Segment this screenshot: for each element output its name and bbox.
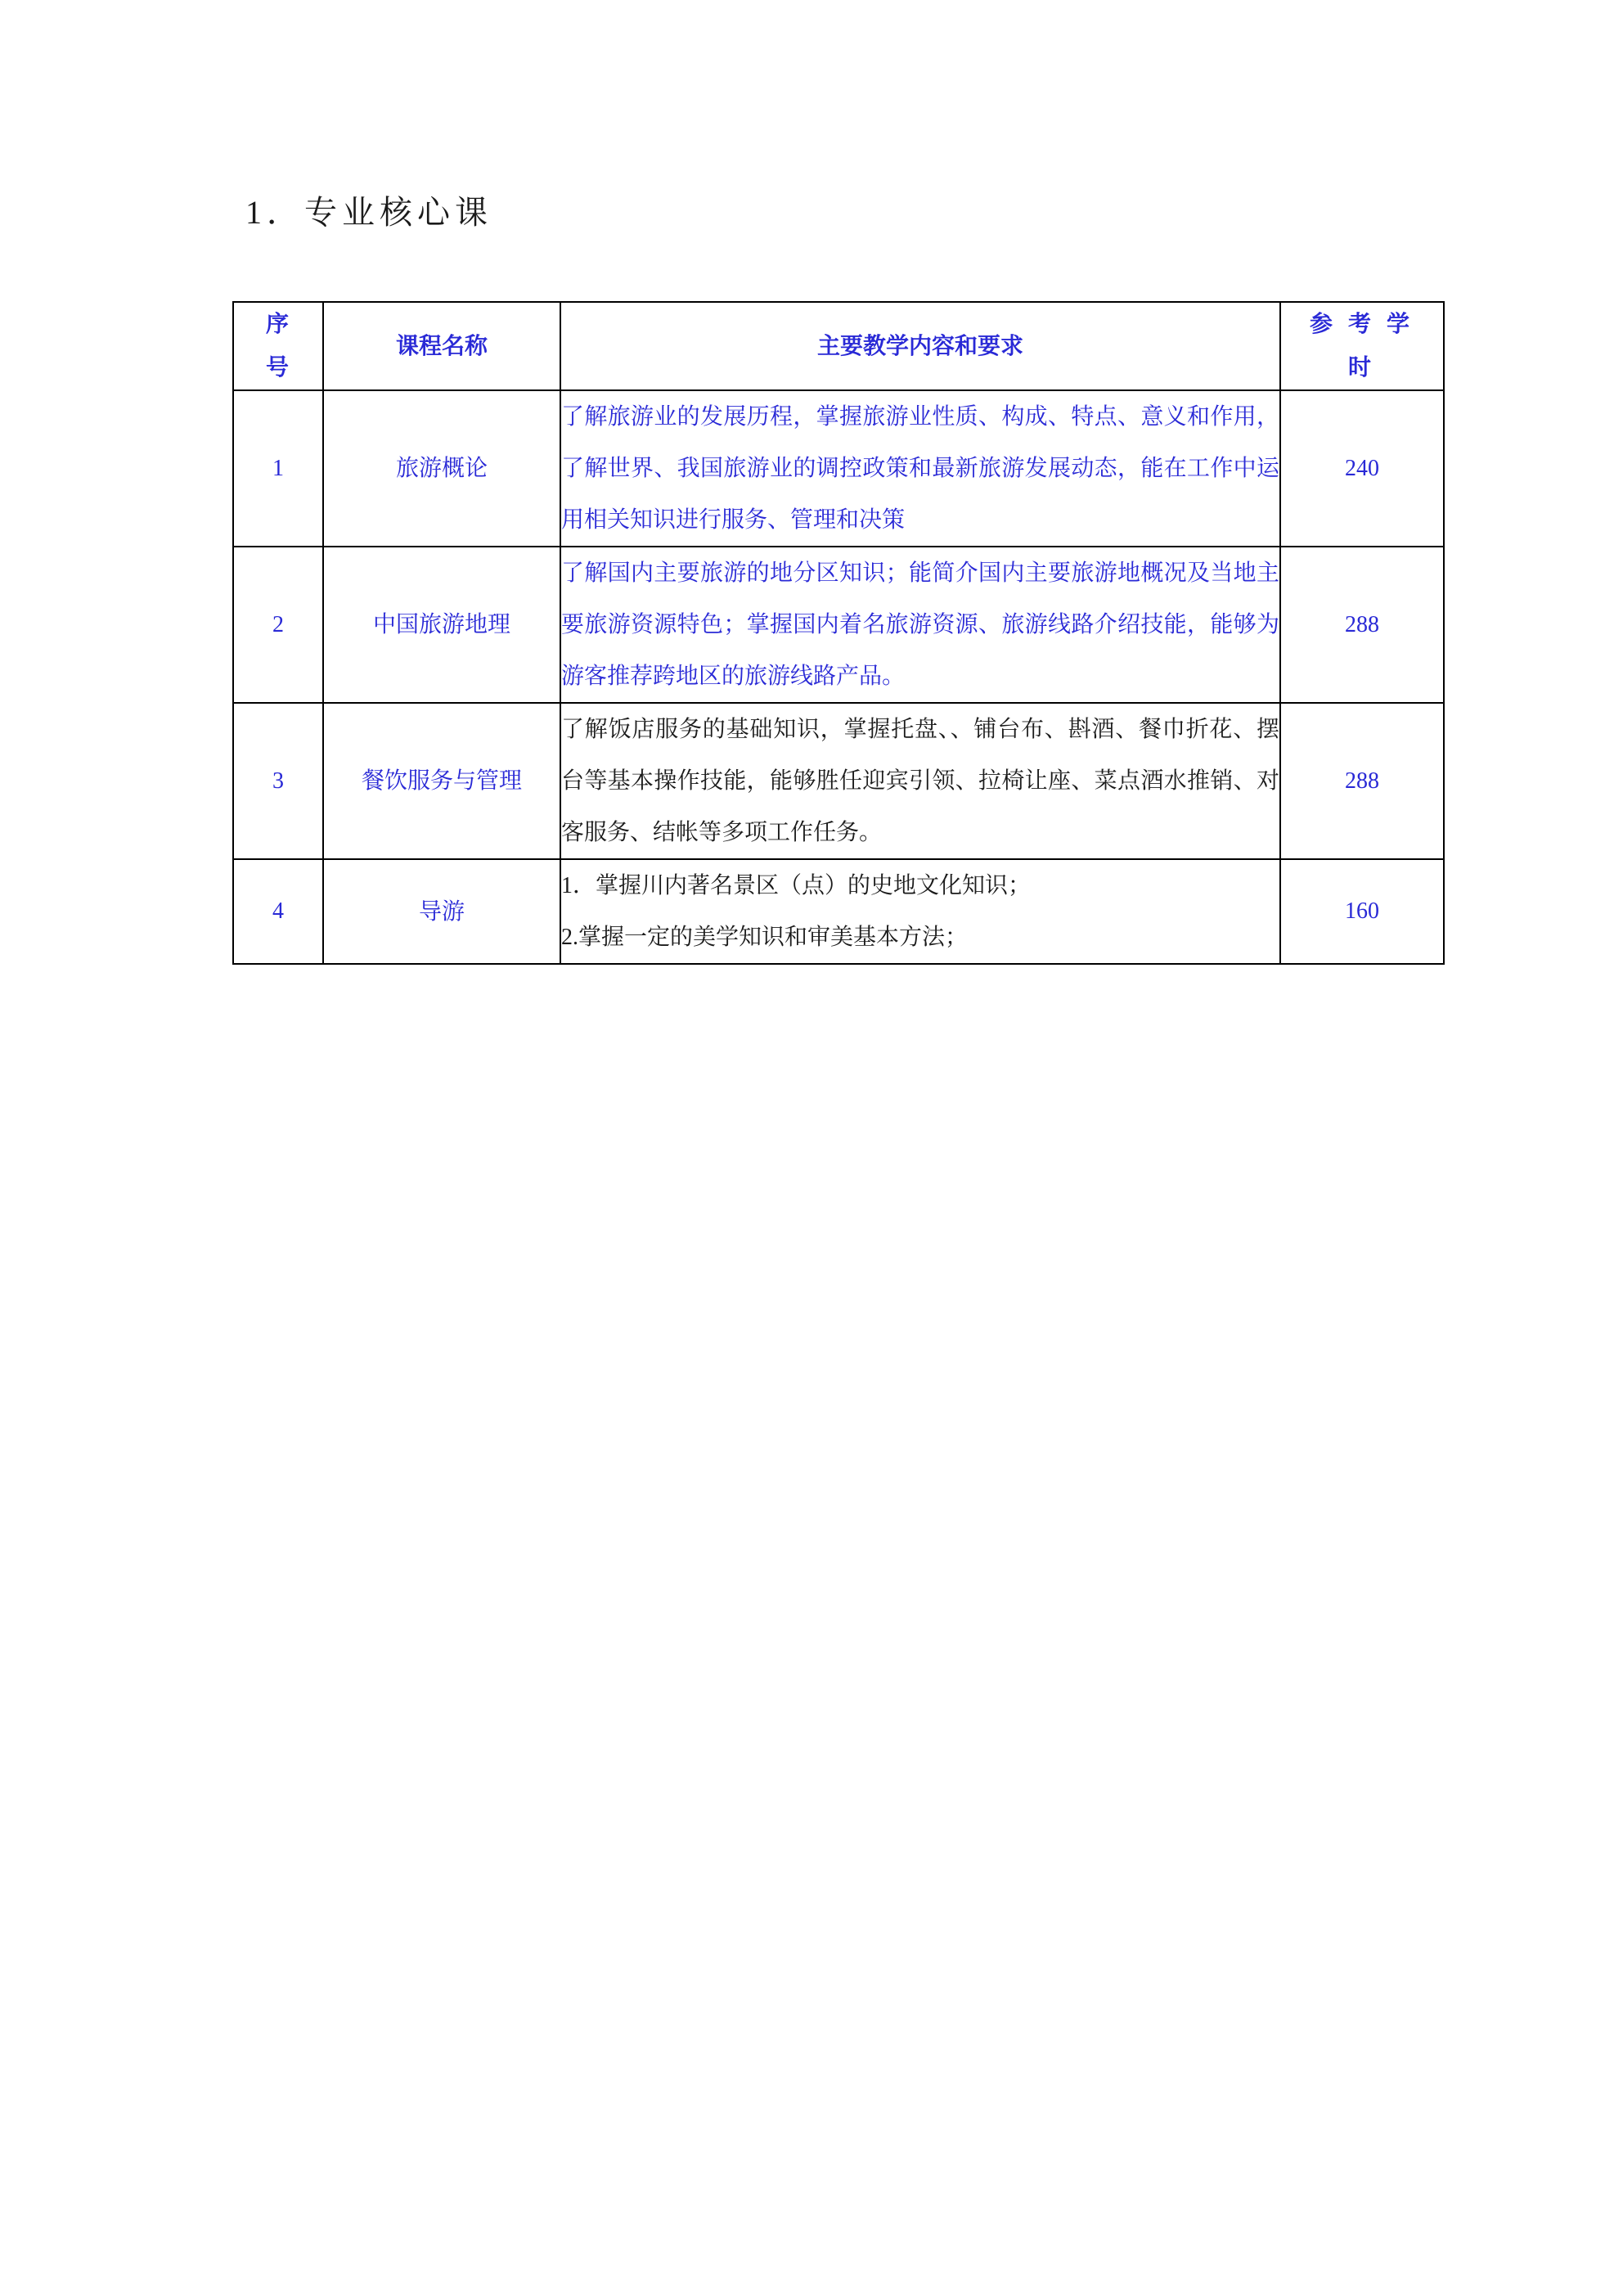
page-title: 1．专业核心课: [245, 194, 492, 231]
course-content-line: 1．掌握川内著名景区（点）的史地文化知识；: [561, 873, 1032, 899]
course-name: 餐饮服务与管理: [323, 703, 560, 859]
header-hours-line1: 参 考 学: [1309, 312, 1414, 337]
header-no-line1: 序: [265, 312, 290, 337]
header-no-line2: 号: [265, 355, 290, 381]
header-cell-name: 课程名称: [323, 302, 560, 390]
table-row: [233, 547, 1444, 703]
course-hours: 160: [1280, 859, 1444, 964]
table-header-row: [233, 302, 1444, 390]
course-hours: 288: [1280, 547, 1444, 703]
header-hours-line2: 时: [1347, 355, 1376, 381]
course-content-line: 2.掌握一定的美学知识和审美基本方法；: [561, 925, 969, 951]
course-content: 了解国内主要旅游的地分区知识；能简介国内主要旅游地概况及当地主要旅游资源特色；掌握国内着名旅游资源、旅游线路介绍技能，能够为游客推荐跨地区的旅游线路产品。: [560, 547, 1280, 703]
course-name: 导游: [323, 859, 560, 964]
course-hours: 288: [1280, 703, 1444, 859]
core-courses-table: [232, 301, 1445, 965]
table-row: [233, 859, 1444, 964]
course-name: 中国旅游地理: [323, 547, 560, 703]
header-cell-no: [233, 302, 323, 390]
row-number: 3: [233, 703, 323, 859]
row-number: 4: [233, 859, 323, 964]
header-cell-content: 主要教学内容和要求: [560, 302, 1280, 390]
course-content: 了解饭店服务的基础知识，掌握托盘、、铺台布、斟酒、餐巾折花、摆台等基本操作技能，能够胜任迎宾引领、拉椅让座、菜点酒水推销、对客服务、结帐等多项工作任务。: [560, 703, 1280, 859]
header-cell-hours: [1280, 302, 1444, 390]
table-row: [233, 703, 1444, 859]
course-hours: 240: [1280, 390, 1444, 547]
table-row: [233, 390, 1444, 547]
course-content: [560, 859, 1280, 964]
course-name: 旅游概论: [323, 390, 560, 547]
row-number: 1: [233, 390, 323, 547]
course-content: 了解旅游业的发展历程，掌握旅游业性质、构成、特点、意义和作用，了解世界、我国旅游业的调控政策和最新旅游发展动态，能在工作中运用相关知识进行服务、管理和决策: [560, 390, 1280, 547]
row-number: 2: [233, 547, 323, 703]
